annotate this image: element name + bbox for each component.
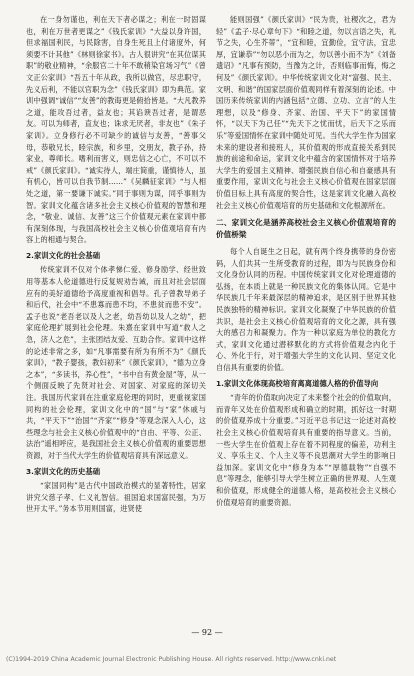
chapter-heading: 二、家训文化是涵养高校社会主义核心价值观培育的价值桥梁 [216,218,396,239]
section-heading: 1.家训文化体现高校培育离离道德人格的价值导向 [216,378,379,388]
body-paragraph: “青年的价值取向决定了未来整个社会的价值取向，而青年又处在价值观形成和确立的时期，抓好这一时期的价值观养成十分重要。”习近平总书记这一论述对高校社会主义核心价值观培育具有重要的指导意义。当前，一些大学生在价值观上存在着不同程度的偏差，功利主义、享乐主义、个人主义等不良思潮对大学生的影响日益加深。家训文化中“修身为本”“厚德载物”“自强不息”等理念，能够引导大学生树立正确的世界观、人生观和价值观，形成健全的道德人格，是高校社会主义核心价值观培育的重要资源。 [216,393,396,507]
body-paragraph: 能则国强”《颜氏家训》“民为贵，社稷次之，君为轻”《孟子·尽心章句下》“和睦之道，勿以言语之失，礼节之失，心生芥蒂”，“宜和睦，宜勤俭，宜守法，宜忠厚，宜谦恭”“勿以恶小而为之，勿以善小而不为”《刘备遗诏》“凡事有预防，当豫为之计，否则临事而悔，悔之何及”《颜氏家训》。中华传统家训文化对“富强、民主、文明、和谐”的国家层面价值观同样有着深刻的论述。中国历来传统家训的内涵包括“立德、立功、立言”的人生理想，以及“修身、齐家、治国、平天下”的家国情怀，“以天下为己任”“先天下之忧而忧，后天下之乐而乐”等爱国情怀在家训中随处可见。当代大学生作为国家未来的建设者和接班人，其价值观的形成直接关系到民族的前途和命运，家训文化中蕴含的家国情怀对于培养大学生的爱国主义精神、增强民族自信心和自豪感具有重要作用，家训文化与社会主义核心价值观在国家层面价值目标上具有高度的契合性，这是家训文化融入高校社会主义核心价值观培育的历史基础和文化根源所在。 [216,15,396,210]
body-paragraph: 每个人自诞生之日起，就有两个终身携带的身份密码，人们共其一生所受教育的过程，即为与民族身份和文化身份认同的历程。中国传统家训文化对伦理道德的弘扬，在本质上就是一种民族文化的集体认同。它是中华民族几千年来最深层的精神追求，是区别于世界其他民族独特的精神标识。家训文化凝聚了中华民族的价值共识，是社会主义核心价值观培育的文化之源，具有强大的感召力和凝聚力。作为一种以家庭为单位的教化方式，家训文化通过潜移默化的方式将价值观念内化于心、外化于行，对于增强大学生的文化认同、坚定文化自信具有重要的价值。 [216,247,396,373]
right-column [216,14,396,626]
body-paragraph: “家国同构”是古代中国政治模式的显著特性，居家讲究父慈子孝、仁义礼智信。祖国追求国富民强，为万世开太平。”务本节用则国富，进贤使 [26,481,206,514]
body-paragraph: 传统家训不仅对个体孝悌仁爱、修身励学、经世致用等基本人伦道德进行反复规劝告诫，而且对社会层面应有的美好道德给予高度重视和倡导。孔子曾教导弟子和后代，社会中“不患寡而患不均，不患贫而患不安”。孟子也说“老吾老以及人之老，幼吾幼以及人之幼”，把家庭伦理扩展到社会伦理。朱熹在家训中写道“救人之急，济人之危”，主张团结友爱、互助合作。家训中这样的论述非常之多，如“凡事需要有所为有所不为”《颜氏家训》，“教子婴孩，教妇初来”《颜氏家训》，“德为立身之本”，“多读书，养心性”，“书中自有黄金屋”等，从一个侧面反映了先贤对社会、对国家、对家庭的深切关注。我国历代家训在注重家庭伦理的同时，更重视家国同构的社会伦理，家训文化中的“国”与“家”休戚与共，“平天下”“治国”“齐家”“修身”等观念深入人心，这些理念与社会主义核心价值观中的“自由、平等、公正、法治”遥相呼应，是我国社会主义核心价值观的重要思想资源，对于当代大学生的价值观培育具有深远意义。 [26,265,206,460]
section-heading: 2.家训文化的社会基础 [26,250,101,260]
copyright-footer: (C)1994-2019 China Academic Journal Electronic Publishing House. All rights reserved. http://www.cnki.net [6,656,337,663]
page-number: — 92 — [191,628,223,637]
body-paragraph: 在一身勿谨也，利在天下者必谋之；利在一时固谋也，利在万世者更谋之”《钱氏家训》“大益以身许国，但求福国利民，与民除害，自身生死且上付诸度外，何须要不计其他”《林则徐家书》。古人很讲究“在其位谋其职”的敬业精神，“余服官二十年不敢稍染官场习气”《曾文正公家训》“吾五十年从政，我所以做官，尽忠职守，先义后利，不能以官职为念”《钱氏家训》即为典范。家训中强调“诚信”“友善”的教诲更是俯拾皆是。“大凡教养之道，能攻吾过者，益友也；其谄谀吾过者，是谓恶友。可以为师者，直友也；诛求无厌者，非友也”《朱子家训》。立身修行必不可缺少的诚信与友善，“善事父母，恭敬兄长，睦宗族，和乡里，交朋友，教子孙，持家业，尊师长。嗜利而害义，则忠信之心亡，不可以不戒”《颜氏家训》。“诚实待人，端庄简重，谨慎待人，虽有机心，皆可以自我节制……”《吴麟征家训》“与人相处之道，第一要谦下诚实。”同于事则为谋，同乎事则为智。家训文化蕴含诸多社会主义核心价值观的智慧和理念，“敬业、诚信、友善”这三个价值观元素在家训中都有深刻体现，与我国高校社会主义核心价值观培育有内容上的相通与契合。 [26,15,206,245]
section-heading: 3.家训文化的历史基础 [26,466,101,476]
left-column [26,14,206,626]
